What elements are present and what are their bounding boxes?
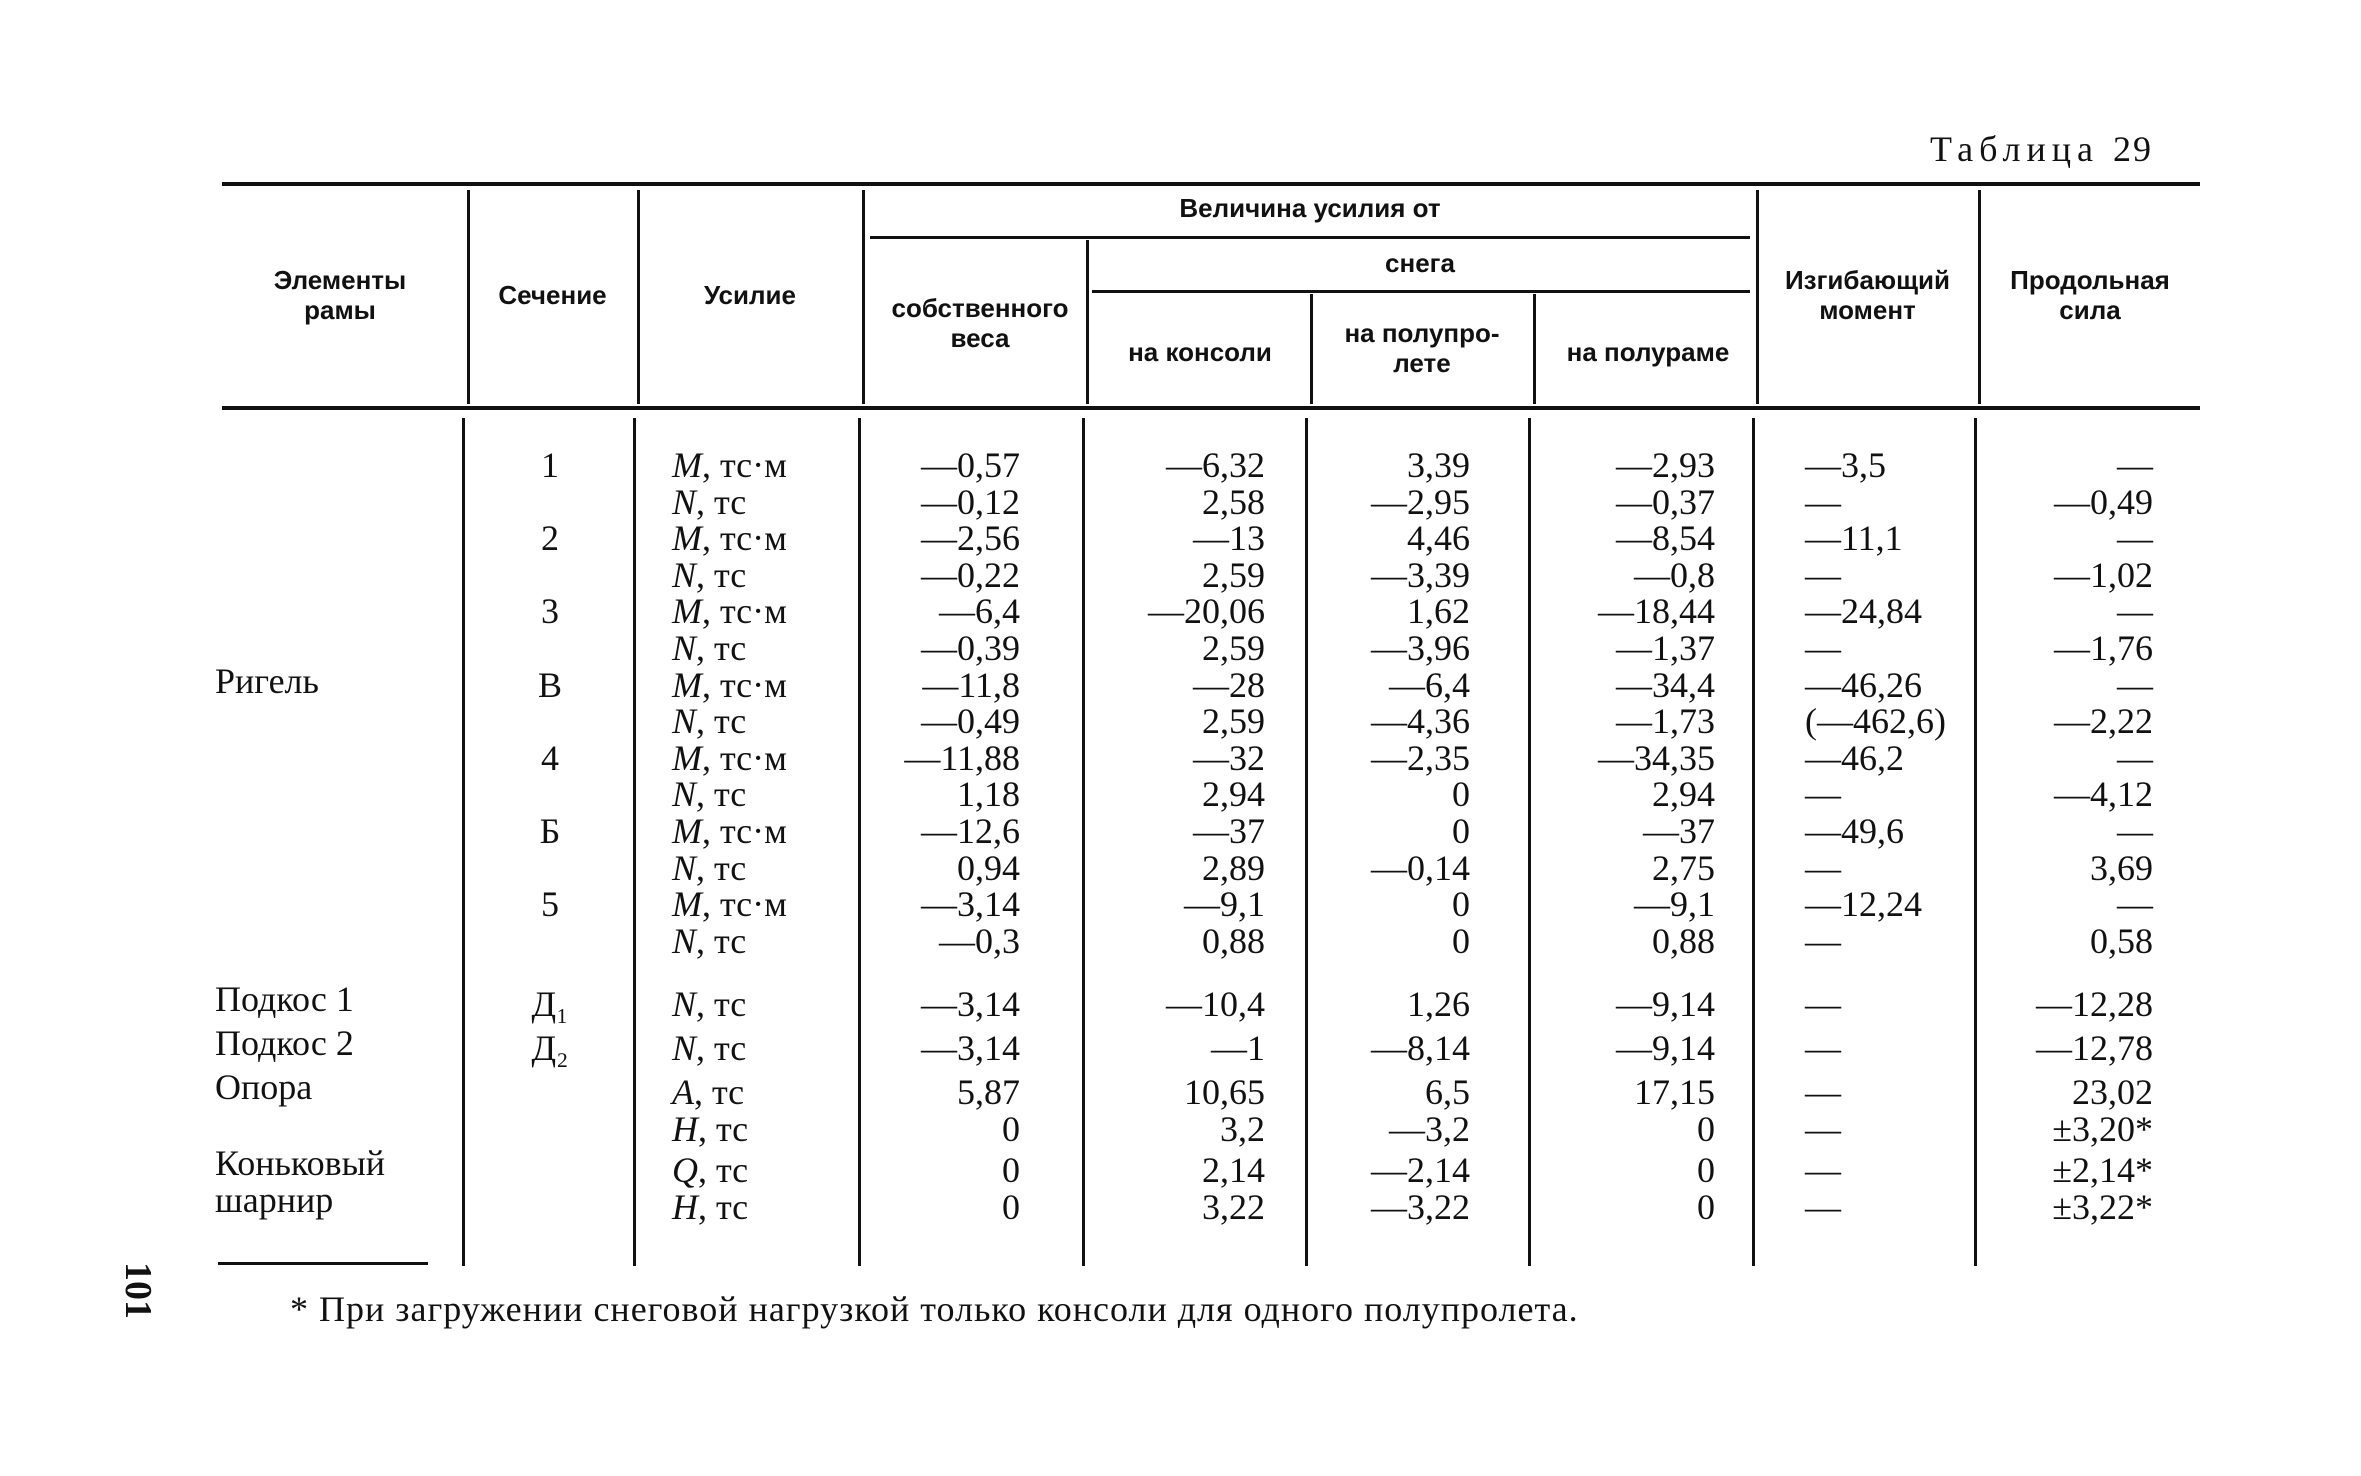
cell-on-half-frame: 2,75 <box>1652 848 1715 888</box>
cell-force <box>672 703 746 740</box>
cell-section: Б <box>539 811 561 851</box>
force-unit: , тс <box>698 1109 749 1149</box>
force-unit: , тс <box>696 701 747 741</box>
cell-on-half-frame: —34,35 <box>1598 738 1715 778</box>
cell-on-console: 3,2 <box>1220 1109 1265 1149</box>
cell-force <box>672 447 787 484</box>
cell-axial-force: — <box>2117 811 2153 851</box>
cell-force <box>672 776 746 813</box>
cell-on-half-frame: 0 <box>1697 1187 1715 1227</box>
cell-self-weight: —2,56 <box>921 518 1020 558</box>
caption-number: 29 <box>2112 129 2153 169</box>
force-unit: , тс <box>696 555 747 595</box>
cell-self-weight: —3,14 <box>921 884 1020 924</box>
cell-self-weight: —0,3 <box>939 921 1020 961</box>
col-divider <box>1310 294 1313 404</box>
cell-on-console: —37 <box>1193 811 1265 851</box>
cell-bending-moment: —49,6 <box>1805 811 1904 851</box>
col-divider <box>862 190 865 404</box>
cell-bending-moment: — <box>1805 984 1841 1024</box>
header-on-half-frame: на полураме <box>1566 337 1730 367</box>
cell-force <box>672 1111 748 1148</box>
force-symbol: A <box>672 1072 694 1112</box>
cell-axial-force: — <box>2117 518 2153 558</box>
force-symbol: N <box>672 628 697 668</box>
cell-self-weight: 0,94 <box>957 848 1020 888</box>
cell-on-half-frame: 0 <box>1697 1150 1715 1190</box>
cell-self-weight: —0,57 <box>921 445 1020 485</box>
cell-force <box>672 520 787 557</box>
col-divider <box>1752 418 1755 1266</box>
force-symbol: H <box>672 1109 698 1149</box>
cell-axial-force: — <box>2117 665 2153 705</box>
cell-on-half-frame: 17,15 <box>1634 1072 1715 1112</box>
cell-bending-moment: — <box>1805 848 1841 888</box>
cell-self-weight: —0,49 <box>921 701 1020 741</box>
cell-on-half-span: —3,39 <box>1371 555 1470 595</box>
cell-axial-force: — <box>2117 591 2153 631</box>
force-symbol: M <box>672 518 702 558</box>
header-section: Сечение <box>498 280 607 310</box>
cell-on-half-frame: —0,37 <box>1616 482 1715 522</box>
col-divider <box>858 418 861 1266</box>
element-ridge-line2: шарнир <box>215 1180 334 1220</box>
col-divider <box>1974 418 1977 1266</box>
force-unit: , тс <box>696 482 747 522</box>
force-unit: , тс·м <box>702 884 787 924</box>
cell-force <box>672 886 787 923</box>
cell-axial-force: —1,76 <box>2054 628 2153 668</box>
force-symbol: N <box>672 1028 697 1068</box>
cell-on-half-frame: —1,73 <box>1616 701 1715 741</box>
force-symbol: Q <box>672 1150 698 1190</box>
cell-section: 5 <box>541 884 559 924</box>
cell-on-console: —13 <box>1193 518 1265 558</box>
top-rule <box>222 182 2200 186</box>
cell-axial-force: —12,78 <box>2036 1028 2153 1068</box>
cell-bending-moment: —3,5 <box>1805 445 1886 485</box>
cell-self-weight: —0,39 <box>921 628 1020 668</box>
cell-bending-moment: —12,24 <box>1805 884 1922 924</box>
force-unit: , тс·м <box>702 738 787 778</box>
cell-on-console: —10,4 <box>1166 984 1265 1024</box>
cell-on-half-span: 1,62 <box>1407 591 1470 631</box>
cell-on-half-frame: —9,1 <box>1634 884 1715 924</box>
cell-self-weight: 0 <box>1002 1109 1020 1149</box>
cell-force <box>672 593 787 630</box>
cell-section: Д₂ <box>531 1028 569 1068</box>
col-divider <box>1756 190 1759 404</box>
cell-axial-force: ±3,20* <box>2052 1109 2153 1149</box>
element-strut1: Подкос 1 <box>215 979 354 1019</box>
force-symbol: M <box>672 445 702 485</box>
cell-on-console: —6,32 <box>1166 445 1265 485</box>
cell-force <box>672 986 746 1023</box>
cell-axial-force: —12,28 <box>2036 984 2153 1024</box>
cell-on-half-span: 0 <box>1452 774 1470 814</box>
cell-bending-moment: —24,84 <box>1805 591 1922 631</box>
cell-self-weight: —0,12 <box>921 482 1020 522</box>
force-unit: , тс <box>696 628 747 668</box>
cell-self-weight: —11,8 <box>922 665 1020 705</box>
force-symbol: M <box>672 884 702 924</box>
force-symbol: M <box>672 738 702 778</box>
col-divider <box>1086 240 1089 404</box>
cell-on-half-frame: —1,37 <box>1616 628 1715 668</box>
cell-on-half-span: —3,2 <box>1389 1109 1470 1149</box>
snow-subrule <box>1092 290 1750 293</box>
cell-self-weight: —11,88 <box>904 738 1020 778</box>
cell-axial-force: — <box>2117 445 2153 485</box>
cell-on-console: 2,59 <box>1202 628 1265 668</box>
cell-force <box>672 1030 746 1067</box>
cell-on-half-span: 0 <box>1452 811 1470 851</box>
cell-axial-force: 23,02 <box>2072 1072 2153 1112</box>
force-unit: , тс·м <box>702 591 787 631</box>
cell-on-half-frame: —2,93 <box>1616 445 1715 485</box>
col-divider <box>467 190 470 404</box>
cell-on-half-span: 3,39 <box>1407 445 1470 485</box>
header-self-weight: собственного веса <box>891 293 1069 353</box>
cell-self-weight: —0,22 <box>921 555 1020 595</box>
cell-force <box>672 813 787 850</box>
cell-self-weight: —3,14 <box>921 984 1020 1024</box>
cell-on-console: —28 <box>1193 665 1265 705</box>
force-unit: , тс <box>698 1150 749 1190</box>
header-elements: Элементы рамы <box>273 265 407 325</box>
cell-bending-moment: —11,1 <box>1805 518 1903 558</box>
cell-bending-moment: — <box>1805 1187 1841 1227</box>
cell-on-console: 2,94 <box>1202 774 1265 814</box>
force-symbol: M <box>672 591 702 631</box>
cell-force <box>672 850 746 887</box>
header-on-half-span: на полупро-лете <box>1344 318 1500 378</box>
cell-axial-force: —4,12 <box>2054 774 2153 814</box>
cell-on-half-frame: 2,94 <box>1652 774 1715 814</box>
cell-self-weight: 0 <box>1002 1150 1020 1190</box>
force-symbol: N <box>672 701 697 741</box>
cell-self-weight: —12,6 <box>921 811 1020 851</box>
force-unit: , тс <box>696 1028 747 1068</box>
cell-on-console: 2,59 <box>1202 701 1265 741</box>
cell-self-weight: 5,87 <box>957 1072 1020 1112</box>
col-divider <box>1533 294 1536 404</box>
cell-on-half-span: 0 <box>1452 884 1470 924</box>
col-divider <box>1305 418 1308 1266</box>
force-symbol: N <box>672 984 697 1024</box>
cell-on-half-span: 0 <box>1452 921 1470 961</box>
cell-on-half-frame: 0,88 <box>1652 921 1715 961</box>
cell-axial-force: 3,69 <box>2090 848 2153 888</box>
cell-section: В <box>537 665 562 705</box>
cell-axial-force: — <box>2117 884 2153 924</box>
cell-self-weight: 1,18 <box>957 774 1020 814</box>
element-ridge-hinge <box>215 1145 385 1219</box>
cell-on-half-span: —3,22 <box>1371 1187 1470 1227</box>
cell-force <box>672 484 746 521</box>
force-unit: , тс <box>696 848 747 888</box>
col-divider <box>462 418 465 1266</box>
header-on-console: на консоли <box>1128 337 1272 367</box>
cell-on-half-span: 4,46 <box>1407 518 1470 558</box>
cell-on-console: 2,59 <box>1202 555 1265 595</box>
cell-on-console: 2,58 <box>1202 482 1265 522</box>
header-bending-moment: Изгибающий момент <box>1784 265 1951 325</box>
cell-bending-moment: — <box>1805 628 1841 668</box>
cell-bending-moment: — <box>1805 482 1841 522</box>
force-unit: , тс <box>696 774 747 814</box>
page-number: 101 <box>117 1262 159 1319</box>
cell-on-half-frame: —0,8 <box>1634 555 1715 595</box>
cell-axial-force: ±2,14* <box>2052 1150 2153 1190</box>
force-symbol: H <box>672 1187 698 1227</box>
cell-axial-force: —1,02 <box>2054 555 2153 595</box>
cell-on-console: —9,1 <box>1184 884 1265 924</box>
cell-force <box>672 740 787 777</box>
cell-force <box>672 1074 744 1111</box>
cell-on-half-span: 1,26 <box>1407 984 1470 1024</box>
cell-on-half-span: —3,96 <box>1371 628 1470 668</box>
force-symbol: N <box>672 774 697 814</box>
cell-axial-force: —2,22 <box>2054 701 2153 741</box>
cell-force <box>672 557 746 594</box>
cell-on-console: 2,89 <box>1202 848 1265 888</box>
cell-force <box>672 1189 748 1226</box>
cell-section: 3 <box>541 591 559 631</box>
cell-on-half-span: —2,95 <box>1371 482 1470 522</box>
cell-force <box>672 630 746 667</box>
element-support: Опора <box>215 1067 313 1107</box>
force-unit: , тс <box>694 1072 745 1112</box>
cell-bending-moment: — <box>1805 1028 1841 1068</box>
cell-bending-moment: (—462,6) <box>1805 701 1946 741</box>
col-divider <box>1528 418 1531 1266</box>
cell-bending-moment: — <box>1805 555 1841 595</box>
cell-axial-force: ±3,22* <box>2052 1187 2153 1227</box>
header-force: Усилие <box>704 280 796 310</box>
cell-bending-moment: — <box>1805 1109 1841 1149</box>
col-divider <box>1978 190 1981 404</box>
cell-axial-force: —0,49 <box>2054 482 2153 522</box>
cell-on-half-span: —2,14 <box>1371 1150 1470 1190</box>
cell-on-console: 0,88 <box>1202 921 1265 961</box>
element-strut2: Подкос 2 <box>215 1023 354 1063</box>
cell-bending-moment: — <box>1805 921 1841 961</box>
caption-label: Таблица <box>1930 129 2099 169</box>
cell-on-console: 10,65 <box>1184 1072 1265 1112</box>
cell-on-half-span: 6,5 <box>1425 1072 1470 1112</box>
force-unit: , тс <box>696 921 747 961</box>
cell-self-weight: 0 <box>1002 1187 1020 1227</box>
cell-on-console: 2,14 <box>1202 1150 1265 1190</box>
cell-bending-moment: — <box>1805 774 1841 814</box>
cell-on-half-span: —8,14 <box>1371 1028 1470 1068</box>
cell-axial-force: — <box>2117 738 2153 778</box>
cell-self-weight: —6,4 <box>939 591 1020 631</box>
magnitude-subrule <box>870 236 1750 239</box>
cell-section: Д₁ <box>531 984 569 1024</box>
force-unit: , тс·м <box>702 445 787 485</box>
footnote-rule <box>218 1262 428 1265</box>
cell-force <box>672 1152 748 1189</box>
force-unit: , тс·м <box>702 665 787 705</box>
cell-on-half-frame: —9,14 <box>1616 1028 1715 1068</box>
force-unit: , тс <box>696 984 747 1024</box>
force-unit: , тс <box>698 1187 749 1227</box>
cell-on-console: —32 <box>1193 738 1265 778</box>
cell-on-console: —20,06 <box>1148 591 1265 631</box>
force-symbol: N <box>672 555 697 595</box>
cell-on-console: 3,22 <box>1202 1187 1265 1227</box>
header-axial-force: Продольная сила <box>2010 265 2170 325</box>
force-unit: , тс·м <box>702 518 787 558</box>
col-divider <box>633 418 636 1266</box>
element-ridge-line1: Коньковый <box>215 1143 386 1183</box>
cell-on-half-frame: —34,4 <box>1616 665 1715 705</box>
footnote: * При загружении снеговой нагрузкой только консоли для одного полупролета. <box>290 1289 1579 1329</box>
force-symbol: M <box>672 811 702 851</box>
cell-on-half-frame: —18,44 <box>1598 591 1715 631</box>
cell-on-half-span: —0,14 <box>1371 848 1470 888</box>
force-symbol: M <box>672 665 702 705</box>
col-divider <box>637 190 640 404</box>
element-rigel: Ригель <box>215 661 319 701</box>
header-bottom-rule <box>222 406 2200 410</box>
force-symbol: N <box>672 482 697 522</box>
force-symbol: N <box>672 848 697 888</box>
cell-on-half-frame: —8,54 <box>1616 518 1715 558</box>
cell-on-half-span: —4,36 <box>1371 701 1470 741</box>
cell-on-half-frame: —37 <box>1643 811 1715 851</box>
cell-section: 4 <box>541 738 559 778</box>
cell-force <box>672 667 787 704</box>
table-caption <box>1930 128 2153 170</box>
cell-bending-moment: — <box>1805 1150 1841 1190</box>
cell-on-half-frame: —9,14 <box>1616 984 1715 1024</box>
header-magnitude-from: Величина усилия от <box>1179 193 1441 223</box>
cell-on-console: —1 <box>1211 1028 1265 1068</box>
col-divider <box>1082 418 1085 1266</box>
cell-axial-force: 0,58 <box>2090 921 2153 961</box>
header-snow: снега <box>1385 248 1455 278</box>
cell-on-half-frame: 0 <box>1697 1109 1715 1149</box>
cell-on-half-span: —2,35 <box>1371 738 1470 778</box>
cell-bending-moment: — <box>1805 1072 1841 1112</box>
force-symbol: N <box>672 921 697 961</box>
force-unit: , тс·м <box>702 811 787 851</box>
cell-section: 1 <box>541 445 559 485</box>
cell-force <box>672 923 746 960</box>
cell-bending-moment: —46,2 <box>1805 738 1904 778</box>
cell-on-half-span: —6,4 <box>1389 665 1470 705</box>
cell-section: 2 <box>541 518 559 558</box>
cell-self-weight: —3,14 <box>921 1028 1020 1068</box>
cell-bending-moment: —46,26 <box>1805 665 1922 705</box>
